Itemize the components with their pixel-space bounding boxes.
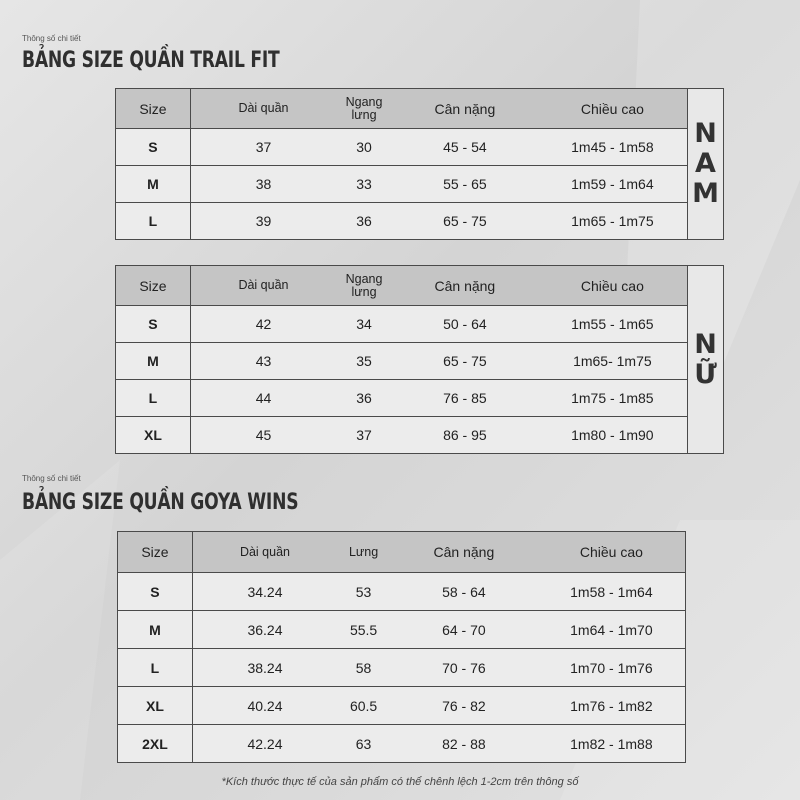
header-weight: Cân nặng	[392, 266, 538, 306]
header-size: Size	[116, 266, 191, 306]
table-row	[116, 380, 688, 417]
title-goya-wins: BẢNG SIZE QUẦN GOYA WINS	[22, 490, 299, 515]
cell-waist: 55.5	[337, 611, 390, 649]
cell-weight: 64 - 70	[390, 611, 538, 649]
table-row	[116, 343, 688, 380]
header-length: Dài quần	[190, 266, 336, 306]
header-length: Dài quần	[192, 532, 337, 573]
cell-size: M	[118, 611, 193, 649]
cell-length: 43	[190, 343, 336, 380]
cell-weight: 58 - 64	[390, 573, 538, 611]
cell-height: 1m76 - 1m82	[538, 687, 686, 725]
header-size: Size	[118, 532, 193, 573]
cell-size: XL	[116, 417, 191, 454]
header-waist: Ngang lưng	[336, 266, 392, 306]
cell-height: 1m80 - 1m90	[538, 417, 688, 454]
cell-length: 34.24	[192, 573, 337, 611]
footnote: *Kích thước thực tế của sản phẩm có thể chênh lệch 1-2cm trên thông số	[221, 776, 579, 788]
cell-waist: 35	[336, 343, 392, 380]
header-height: Chiều cao	[538, 532, 686, 573]
section-eyebrow-goya-wins: Thông số chi tiết	[22, 474, 81, 483]
cell-weight: 65 - 75	[392, 343, 538, 380]
cell-height: 1m64 - 1m70	[538, 611, 686, 649]
gender-letter: Ữ	[694, 358, 717, 390]
cell-size: L	[116, 203, 191, 240]
cell-weight: 86 - 95	[392, 417, 538, 454]
cell-size: L	[118, 649, 193, 687]
cell-height: 1m55 - 1m65	[538, 306, 688, 343]
cell-height: 1m70 - 1m76	[538, 649, 686, 687]
gender-label-women	[688, 265, 724, 454]
cell-length: 37	[190, 129, 336, 166]
cell-weight: 50 - 64	[392, 306, 538, 343]
cell-size: S	[118, 573, 193, 611]
cell-waist: 53	[337, 573, 390, 611]
cell-height: 1m75 - 1m85	[538, 380, 688, 417]
gender-letter: N	[694, 118, 717, 149]
cell-weight: 55 - 65	[392, 166, 538, 203]
cell-length: 38	[190, 166, 336, 203]
cell-length: 38.24	[192, 649, 337, 687]
table-row	[116, 166, 688, 203]
cell-length: 39	[190, 203, 336, 240]
cell-size: S	[116, 306, 191, 343]
size-table-trail-fit-women	[115, 265, 688, 454]
cell-waist: 37	[336, 417, 392, 454]
cell-length: 40.24	[192, 687, 337, 725]
cell-height: 1m58 - 1m64	[538, 573, 686, 611]
cell-size: S	[116, 129, 191, 166]
cell-size: 2XL	[118, 725, 193, 763]
header-waist: Lưng	[337, 532, 390, 573]
table-row	[116, 417, 688, 454]
cell-length: 45	[190, 417, 336, 454]
cell-waist: 34	[336, 306, 392, 343]
cell-waist: 63	[337, 725, 390, 763]
table-row	[116, 129, 688, 166]
cell-height: 1m59 - 1m64	[538, 166, 688, 203]
size-table-trail-fit-men	[115, 88, 688, 240]
gender-letter: N	[694, 328, 717, 360]
cell-waist: 36	[336, 380, 392, 417]
gender-label-men	[688, 88, 724, 240]
cell-size: M	[116, 343, 191, 380]
table-header-row	[118, 532, 686, 573]
title-trail-fit: BẢNG SIZE QUẦN TRAIL FIT	[22, 48, 280, 73]
header-weight: Cân nặng	[392, 89, 538, 129]
cell-weight: 76 - 85	[392, 380, 538, 417]
cell-waist: 30	[336, 129, 392, 166]
table-header-row	[116, 89, 688, 129]
cell-waist: 36	[336, 203, 392, 240]
gender-letter: M	[692, 178, 719, 209]
section-eyebrow-trail-fit: Thông số chi tiết	[22, 34, 81, 43]
header-height: Chiều cao	[538, 266, 688, 306]
cell-length: 44	[190, 380, 336, 417]
cell-height: 1m65- 1m75	[538, 343, 688, 380]
cell-waist: 60.5	[337, 687, 390, 725]
cell-height: 1m65 - 1m75	[538, 203, 688, 240]
cell-waist: 58	[337, 649, 390, 687]
cell-weight: 70 - 76	[390, 649, 538, 687]
header-length: Dài quần	[190, 89, 336, 129]
header-waist: Ngang lưng	[336, 89, 392, 129]
cell-weight: 82 - 88	[390, 725, 538, 763]
table-row	[118, 611, 686, 649]
header-size: Size	[116, 89, 191, 129]
cell-size: L	[116, 380, 191, 417]
gender-letter: A	[695, 148, 716, 179]
table-row	[118, 573, 686, 611]
cell-height: 1m82 - 1m88	[538, 725, 686, 763]
cell-waist: 33	[336, 166, 392, 203]
cell-size: M	[116, 166, 191, 203]
size-table-goya-wins	[117, 531, 686, 763]
cell-length: 42	[190, 306, 336, 343]
table-row	[118, 725, 686, 763]
header-height: Chiều cao	[538, 89, 688, 129]
cell-weight: 76 - 82	[390, 687, 538, 725]
cell-weight: 65 - 75	[392, 203, 538, 240]
table-row	[118, 649, 686, 687]
cell-length: 42.24	[192, 725, 337, 763]
cell-size: XL	[118, 687, 193, 725]
table-row	[116, 203, 688, 240]
cell-height: 1m45 - 1m58	[538, 129, 688, 166]
table-row	[118, 687, 686, 725]
cell-length: 36.24	[192, 611, 337, 649]
header-weight: Cân nặng	[390, 532, 538, 573]
cell-weight: 45 - 54	[392, 129, 538, 166]
table-header-row	[116, 266, 688, 306]
table-row	[116, 306, 688, 343]
